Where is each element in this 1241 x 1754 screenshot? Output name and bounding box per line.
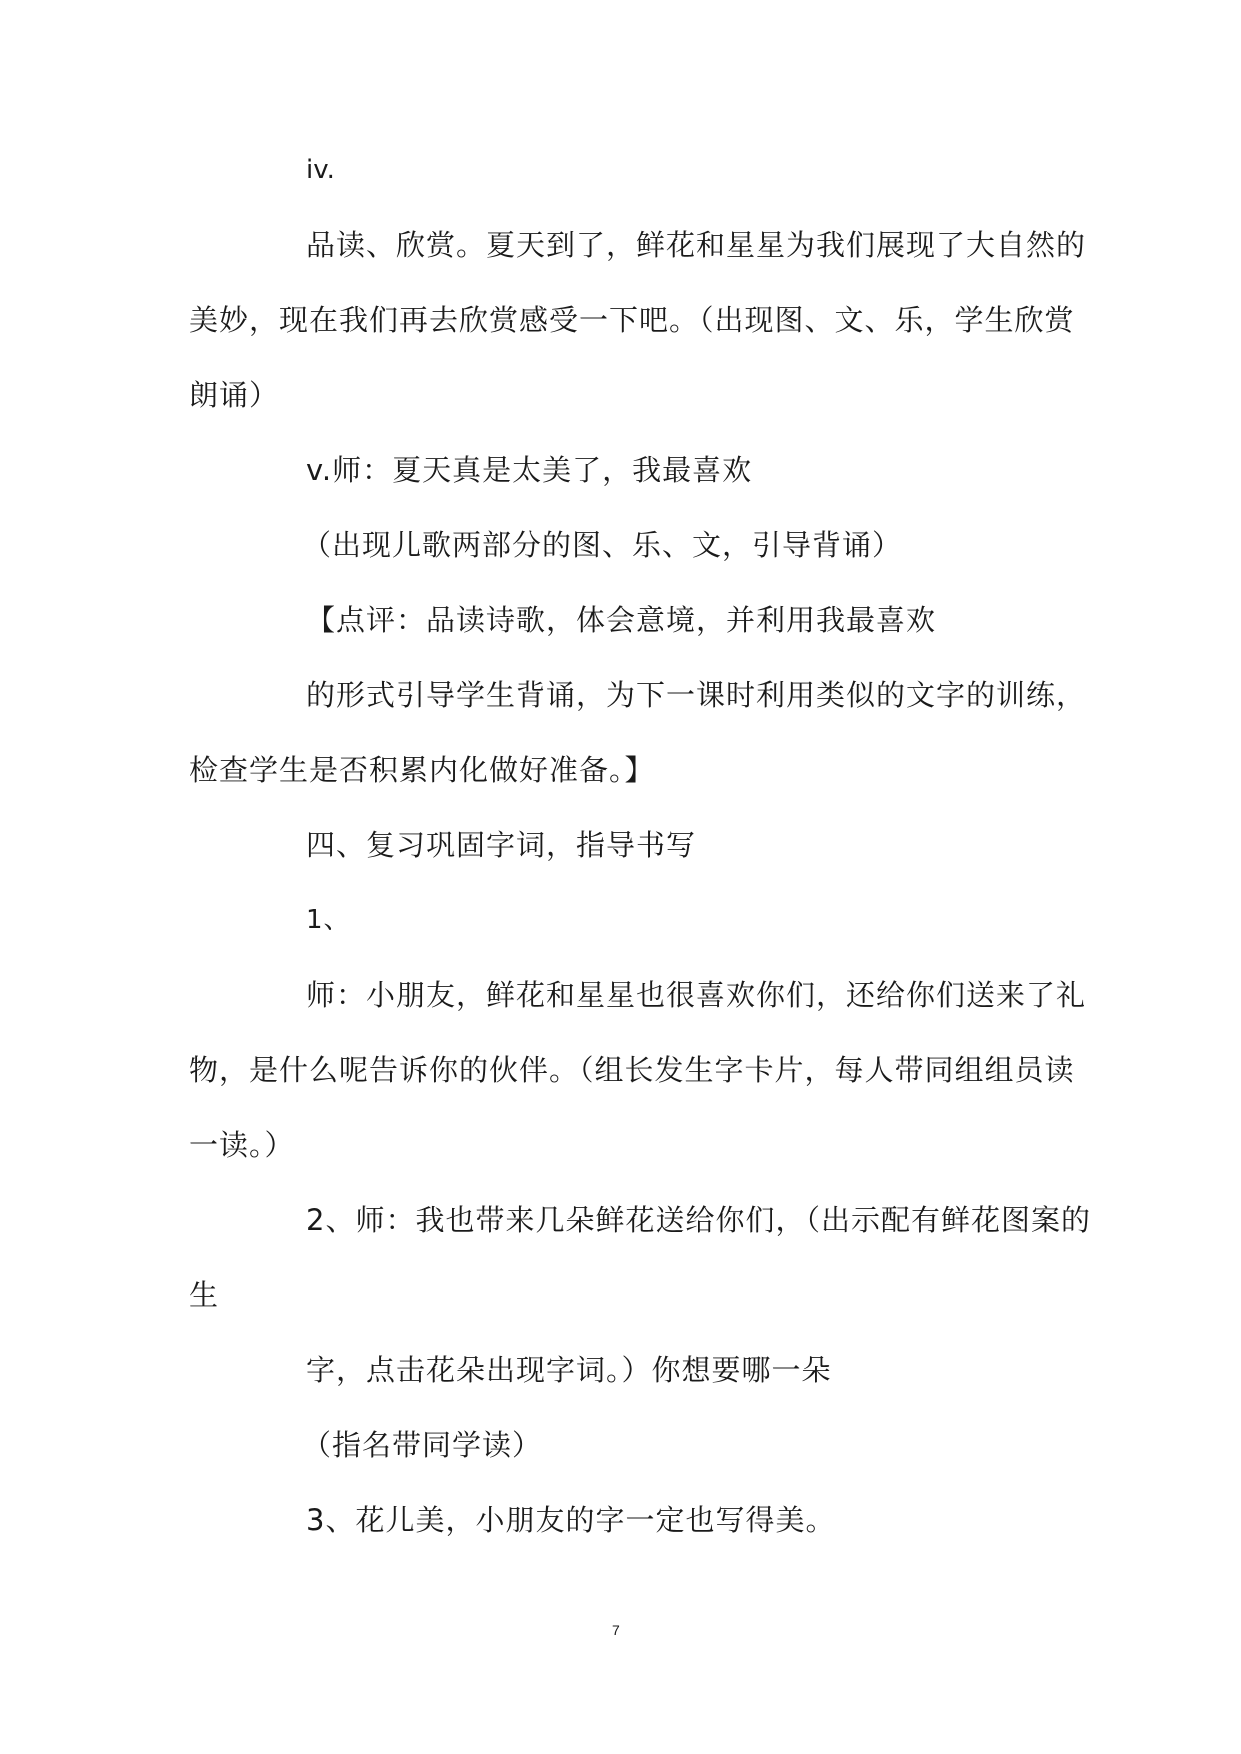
text-line: （出现儿歌两部分的图、乐、文，引导背诵）: [302, 528, 903, 562]
text-line: 1、: [306, 905, 351, 935]
text-line: 师：小朋友，鲜花和星星也很喜欢你们，还给你们送来了礼: [306, 978, 1087, 1012]
text-line: 生: [189, 1278, 220, 1312]
text-line: 字，点击花朵出现字词。）你想要哪一朵: [306, 1353, 832, 1387]
text-line: 【点评：品读诗歌，体会意境，并利用我最喜欢: [306, 603, 937, 637]
text-line: 检查学生是否积累内化做好准备。】: [189, 753, 655, 787]
text-line: iv.: [306, 155, 335, 185]
text-line: 的形式引导学生背诵，为下一课时利用类似的文字的训练，: [306, 678, 1087, 712]
text-line: （指名带同学读）: [302, 1428, 543, 1462]
text-line: v.师：夏天真是太美了，我最喜欢: [306, 453, 753, 487]
page-number: 7: [612, 1622, 620, 1638]
text-line: 品读、欣赏。夏天到了，鲜花和星星为我们展现了大自然的: [306, 228, 1087, 262]
text-line: 朗诵）: [189, 378, 280, 412]
text-line: 一读。）: [189, 1128, 295, 1162]
text-line: 物，是什么呢告诉你的伙伴。（组长发生字卡片，每人带同组组员读: [189, 1053, 1075, 1087]
text-line: 3、花儿美，小朋友的字一定也写得美。: [306, 1503, 836, 1537]
text-line: 美妙，现在我们再去欣赏感受一下吧。（出现图、文、乐，学生欣赏: [189, 303, 1075, 337]
text-line: 2、师：我也带来几朵鲜花送给你们，（出示配有鲜花图案的: [306, 1203, 1091, 1237]
section-heading: 四、复习巩固字词，指导书写: [306, 828, 697, 862]
